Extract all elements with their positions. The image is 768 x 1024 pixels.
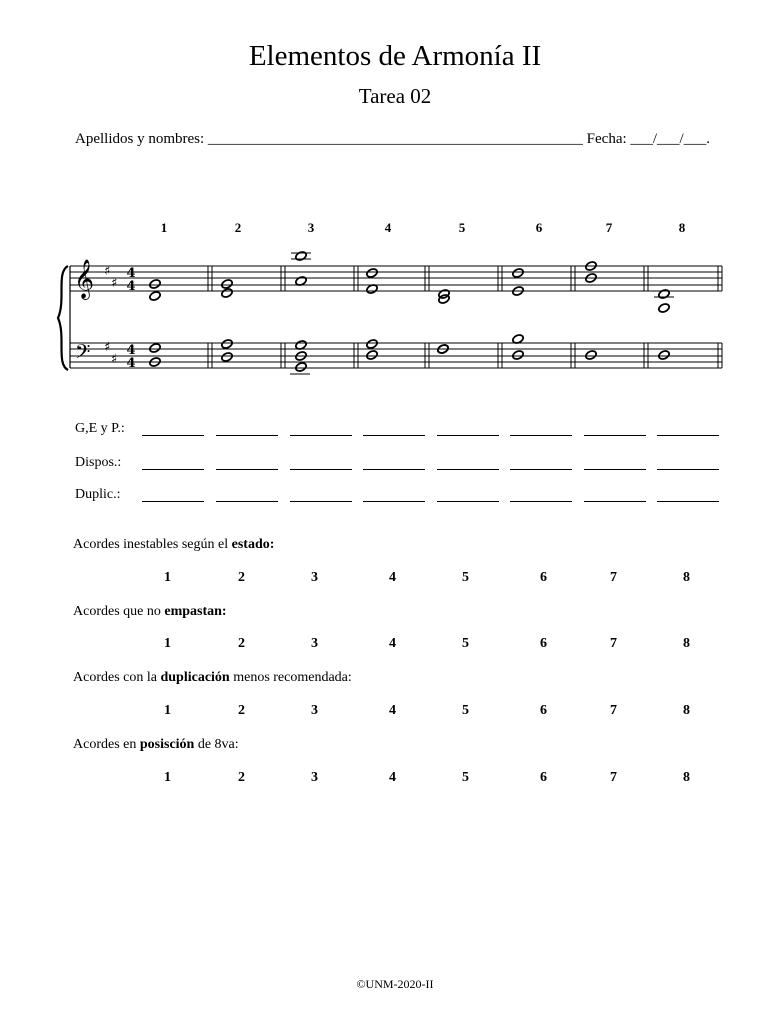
answer-blank[interactable] [657, 501, 719, 502]
answer-blank[interactable] [437, 469, 499, 470]
treble-staff [70, 266, 722, 291]
page-footer: ©UNM-2020-II [356, 977, 434, 991]
answer-blank[interactable] [657, 469, 719, 470]
option-number-q4[interactable]: 4 [389, 770, 396, 785]
answer-blank[interactable] [584, 501, 646, 502]
answer-blank[interactable] [657, 435, 719, 436]
question-text: menos recomendada: [229, 670, 352, 685]
option-number-q4[interactable]: 7 [610, 770, 617, 785]
bass-clef-icon: 𝄢 [75, 340, 91, 368]
measure-numbers [161, 220, 686, 235]
option-number-q4[interactable]: 1 [164, 770, 171, 785]
option-number-q4[interactable]: 3 [311, 770, 318, 785]
whole-note [658, 302, 671, 313]
answer-blank[interactable] [363, 501, 425, 502]
whole-note [295, 361, 308, 372]
option-number-q3[interactable]: 4 [389, 703, 396, 718]
answer-blank[interactable] [510, 469, 572, 470]
time-signature-denominator: 4 [126, 356, 136, 371]
time-signature-denominator: 4 [126, 279, 136, 294]
whole-note [512, 267, 525, 278]
answer-blank[interactable] [216, 469, 278, 470]
answer-blank[interactable] [216, 501, 278, 502]
option-number-q1[interactable]: 5 [462, 570, 469, 585]
whole-note [221, 338, 234, 349]
measure-number: 6 [535, 220, 543, 235]
key-sharp-icon: ♯ [111, 276, 118, 291]
barlines [208, 266, 722, 368]
answer-blank[interactable] [290, 435, 352, 436]
option-number-q2[interactable]: 1 [164, 636, 171, 651]
option-number-q1[interactable]: 7 [610, 570, 617, 585]
whole-note [585, 349, 598, 360]
question-keyword: duplicación [160, 670, 230, 685]
option-number-q1[interactable]: 1 [164, 570, 171, 585]
measure-number: 3 [307, 220, 315, 235]
option-number-q2[interactable]: 3 [311, 636, 318, 651]
question-duplicacion [73, 670, 352, 686]
option-number-q1[interactable]: 6 [540, 570, 547, 585]
time-signature-numerator: 4 [126, 266, 136, 281]
answer-row-label: Duplic.: [75, 487, 121, 502]
option-number-q3[interactable]: 8 [683, 703, 690, 718]
answer-blank[interactable] [510, 501, 572, 502]
question-posicion [73, 737, 239, 753]
measure-number: 8 [678, 220, 686, 235]
option-number-q3[interactable]: 6 [540, 703, 547, 718]
option-number-q4[interactable]: 8 [683, 770, 690, 785]
whole-note [658, 349, 671, 360]
key-sharp-icon: ♯ [104, 264, 111, 279]
question-empastan [73, 604, 227, 620]
whole-note [366, 349, 379, 360]
answer-blank[interactable] [510, 435, 572, 436]
option-number-q3[interactable]: 2 [238, 703, 245, 718]
question-text: Acordes con la [73, 670, 161, 685]
option-number-q1[interactable]: 4 [389, 570, 396, 585]
whole-note [221, 351, 234, 362]
answer-blank[interactable] [142, 501, 204, 502]
answer-row-label: G,E y P.: [75, 421, 125, 436]
date-label: Fecha: [582, 131, 631, 147]
time-signature-numerator: 4 [126, 343, 136, 358]
key-sharp-icon: ♯ [111, 352, 118, 367]
option-number-q3[interactable]: 3 [311, 703, 318, 718]
whole-note [512, 349, 525, 360]
option-number-q2[interactable]: 4 [389, 636, 396, 651]
key-sharp-icon: ♯ [104, 340, 111, 355]
date-blank[interactable]: ___/___/___. [630, 131, 710, 147]
question-text: Acordes inestables según el [73, 537, 232, 552]
whole-note [221, 287, 234, 298]
option-number-q2[interactable]: 5 [462, 636, 469, 651]
option-number-q2[interactable]: 8 [683, 636, 690, 651]
answer-blank[interactable] [363, 435, 425, 436]
whole-note [658, 288, 671, 299]
question-text: de 8va: [194, 737, 239, 752]
answer-blank[interactable] [142, 435, 204, 436]
option-number-q4[interactable]: 6 [540, 770, 547, 785]
option-number-q4[interactable]: 5 [462, 770, 469, 785]
question-keyword: empastan: [164, 604, 227, 619]
answer-blank[interactable] [584, 435, 646, 436]
measure-number: 7 [605, 220, 613, 235]
question-keyword: estado: [231, 537, 275, 552]
whole-note [366, 338, 379, 349]
page-title: Elementos de Armonía II [248, 40, 542, 72]
answer-blank[interactable] [584, 469, 646, 470]
option-number-q4[interactable]: 2 [238, 770, 245, 785]
option-number-q2[interactable]: 6 [540, 636, 547, 651]
whole-note [366, 267, 379, 278]
answer-blank[interactable] [363, 469, 425, 470]
bass-staff [70, 343, 722, 368]
answer-blank[interactable] [216, 435, 278, 436]
question-estado [73, 537, 274, 553]
option-number-q1[interactable]: 2 [238, 570, 245, 585]
whole-note [149, 278, 162, 289]
answer-blank[interactable] [290, 501, 352, 502]
measure-number: 5 [458, 220, 466, 235]
answer-blank[interactable] [290, 469, 352, 470]
answer-row-dispos [75, 455, 121, 471]
question-keyword: posisción [139, 737, 195, 752]
name-label: Apellidos y nombres: [75, 131, 208, 147]
measure-number: 4 [384, 220, 392, 235]
option-number-q1[interactable]: 8 [683, 570, 690, 585]
whole-notes [149, 250, 671, 372]
answer-row-duplic [75, 487, 121, 503]
whole-note [221, 278, 234, 289]
name-blank[interactable]: __________________________________________________ [207, 131, 583, 147]
page-subtitle: Tarea 02 [358, 84, 432, 108]
whole-note [149, 342, 162, 353]
option-number-q2[interactable]: 2 [238, 636, 245, 651]
grand-staff-brace [58, 266, 68, 370]
answer-row-label: Dispos.: [75, 455, 122, 470]
option-number-q2[interactable]: 7 [610, 636, 617, 651]
question-text: Acordes en [73, 737, 140, 752]
question-text: Acordes que no [73, 604, 165, 619]
answer-blank[interactable] [437, 435, 499, 436]
option-number-q3[interactable]: 1 [164, 703, 171, 718]
option-number-q3[interactable]: 7 [610, 703, 617, 718]
answer-blank[interactable] [437, 501, 499, 502]
answer-row-ge [75, 421, 125, 437]
option-number-q3[interactable]: 5 [462, 703, 469, 718]
whole-note [149, 290, 162, 301]
answer-blank[interactable] [142, 469, 204, 470]
measure-number: 1 [160, 220, 168, 235]
treble-clef-icon: 𝄞 [74, 259, 95, 299]
whole-note [295, 250, 308, 261]
measure-number: 2 [234, 220, 242, 235]
option-number-q1[interactable]: 3 [311, 570, 318, 585]
